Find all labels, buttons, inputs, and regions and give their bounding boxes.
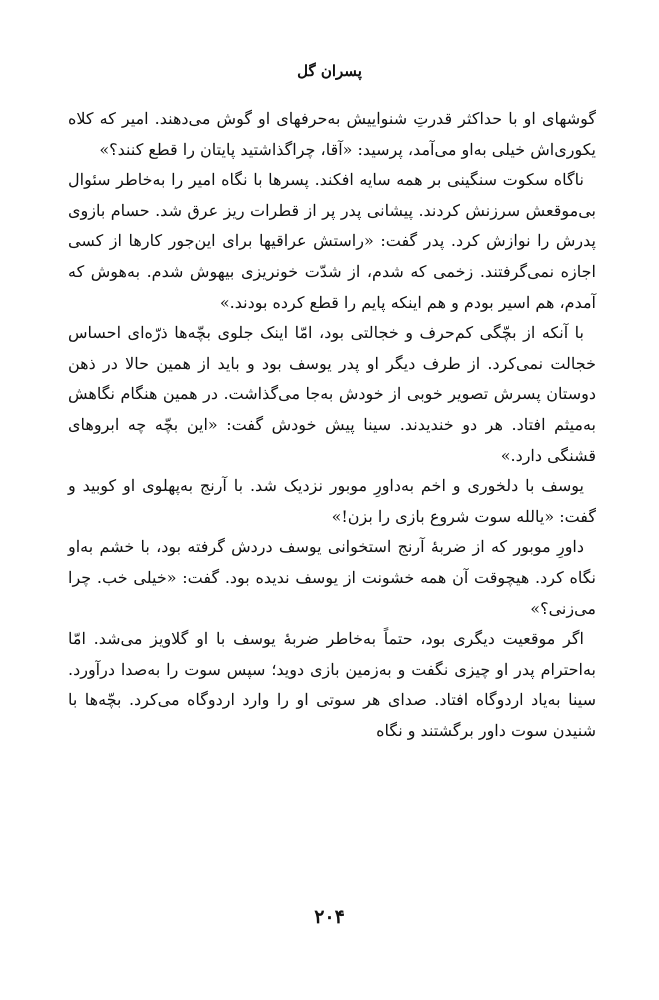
paragraph: اگر موقعیت دیگری بود، حتماً به‌خاطر ضربهٔ یوسف با او گلاویز می‌شد. امّا به‌احترام پدر او چیزی نگفت و به‌زمین بازی دوید؛ سپس سوت را به‌صدا درآورد. سینا به‌یاد اردوگاه افتاد. صدای هر سوتی او را وارد اردوگاه می‌کرد. بچّه‌ها با شنیدن سوت داور برگشتند و نگاه [68, 629, 596, 740]
paragraph: گوشهای او با حداکثر قدرتِ شنواییش به‌حرفهای او گوش می‌دهند. امیر که کلاه یکوری‌اش خیلی به‌او می‌آمد، پرسید: «آقا، چراگذاشتید پایتان را قطع کنند؟» [68, 109, 596, 159]
paragraph: یوسف با دلخوری و اخم به‌داورِ موبور نزدیک شد. با آرنج به‌پهلوی او کوبید و گفت: «یالله سوت شروع بازی را بزن!» [68, 476, 596, 526]
body-text [68, 104, 596, 746]
page-number: ۲۰۴ [314, 906, 345, 928]
running-title: پسران گل [297, 62, 362, 80]
paragraph: با آنکه از بچّگی کم‌حرف و خجالتی بود، امّا اینک جلوی بچّه‌ها ذرّه‌ای احساس خجالت نمی‌کرد. از طرف دیگر او پدر یوسف بود و باید از همین حالا در ذهن دوستان پسرش تصویر خوبی از خودش به‌جا می‌گذاشت. در همین هنگام نگاهش به‌میثم افتاد. هر دو خندیدند. سینا پیش خودش گفت: «این بچّه چه ابروهای قشنگی دارد.» [68, 323, 596, 465]
paragraph: ناگاه سکوت سنگینی بر همه سایه افکند. پسرها با نگاه امیر را به‌خاطر سئوال بی‌موقعش سرزنش کردند. پیشانی پدر پر از قطرات ریز عرق شد. حسام بازوی پدرش را نوازش کرد. پدر گفت: «راستش عراقیها برای این‌جور کارها از کسی اجازه نمی‌گرفتند. زخمی که شدم، از شدّت خونریزی بیهوش شدم. به‌هوش که آمدم، هم اسیر بودم و هم اینکه پایم را قطع کرده بودند.» [68, 170, 596, 312]
paragraph: داورِ موبور که از ضربهٔ آرنج استخوانی یوسف دردش گرفته بود، با خشم به‌او نگاه کرد. هیچوقت آن همه خشونت از یوسف ندیده بود. گفت: «خیلی خب. چرا می‌زنی؟» [68, 537, 596, 618]
